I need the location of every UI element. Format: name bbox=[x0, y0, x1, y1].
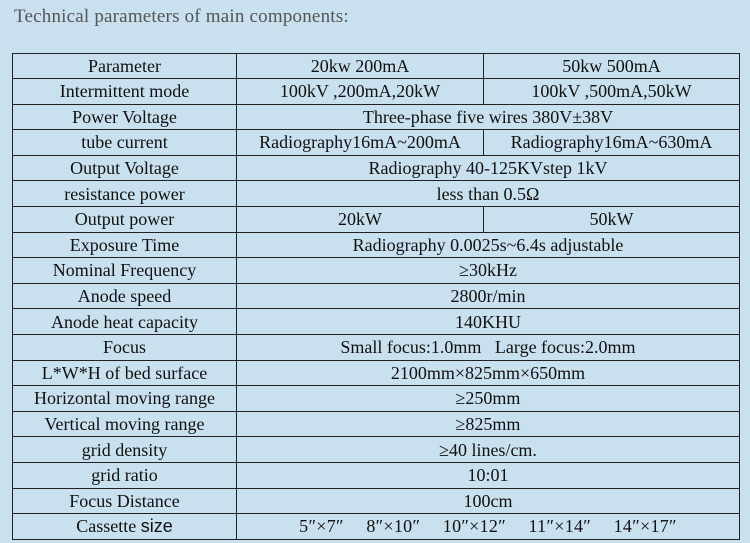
row-label: Focus Distance bbox=[13, 488, 237, 514]
table-row-parameter bbox=[13, 54, 740, 79]
row-value: Radiography 40-125KVstep 1kV bbox=[237, 155, 740, 181]
row-value: 10:01 bbox=[237, 462, 740, 488]
cassette-size-item: 5″×7″ bbox=[299, 516, 344, 537]
row-value: 140KHU bbox=[237, 309, 740, 335]
row-value: 100cm bbox=[237, 488, 740, 514]
cassette-label-part1: Cassette bbox=[76, 516, 141, 537]
row-value: Small focus:1.0mm Large focus:2.0mm bbox=[237, 334, 740, 360]
row-value-50kw: 100kV ,500mA,50kW bbox=[484, 79, 740, 105]
table-row-anode-speed bbox=[13, 283, 740, 309]
row-value: Radiography 0.0025s~6.4s adjustable bbox=[237, 232, 740, 258]
row-label: grid ratio bbox=[13, 462, 237, 488]
table-row-cassette-size bbox=[13, 514, 740, 540]
page-heading: Technical parameters of main components: bbox=[14, 6, 349, 27]
row-label: tube current bbox=[13, 130, 237, 156]
row-label bbox=[13, 514, 237, 540]
table-row-output-voltage bbox=[13, 155, 740, 181]
row-value-20kw: 20kW bbox=[237, 206, 484, 232]
cassette-size-item: 8″×10″ bbox=[366, 516, 421, 537]
row-value-50kw: Radiography16mA~630mA bbox=[484, 130, 740, 156]
table-row-focus bbox=[13, 334, 740, 360]
table-row-nominal-frequency bbox=[13, 258, 740, 284]
row-value: ≥40 lines/cm. bbox=[237, 437, 740, 463]
parameters-table bbox=[12, 53, 740, 540]
cassette-size-item: 14″×17″ bbox=[613, 516, 677, 537]
row-label: Output Voltage bbox=[13, 155, 237, 181]
row-value: less than 0.5Ω bbox=[237, 181, 740, 207]
row-label: Anode heat capacity bbox=[13, 309, 237, 335]
table-row-tube-current bbox=[13, 130, 740, 156]
row-label: Output power bbox=[13, 206, 237, 232]
row-label: Horizontal moving range bbox=[13, 386, 237, 412]
table-row-bed-surface bbox=[13, 360, 740, 386]
row-value: 2100mm×825mm×650mm bbox=[237, 360, 740, 386]
row-value: ≥30kHz bbox=[237, 258, 740, 284]
table-row-anode-heat-capacity bbox=[13, 309, 740, 335]
row-label: Nominal Frequency bbox=[13, 258, 237, 284]
table-row-horizontal-range bbox=[13, 386, 740, 412]
row-value-20kw: Radiography16mA~200mA bbox=[237, 130, 484, 156]
row-value-50kw: 50kw 500mA bbox=[484, 54, 740, 79]
table-row-output-power bbox=[13, 206, 740, 232]
row-value: ≥825mm bbox=[237, 411, 740, 437]
row-label: Anode speed bbox=[13, 283, 237, 309]
cassette-sizes bbox=[237, 514, 740, 540]
row-value: Three-phase five wires 380V±38V bbox=[237, 104, 740, 130]
row-label: Exposure Time bbox=[13, 232, 237, 258]
row-label: Intermittent mode bbox=[13, 79, 237, 105]
table-row-grid-ratio bbox=[13, 462, 740, 488]
table-row-grid-density bbox=[13, 437, 740, 463]
cassette-size-item: 11″×14″ bbox=[528, 516, 592, 537]
row-value: ≥250mm bbox=[237, 386, 740, 412]
row-label: Parameter bbox=[13, 54, 237, 79]
table-row-focus-distance bbox=[13, 488, 740, 514]
row-label: Vertical moving range bbox=[13, 411, 237, 437]
row-value-20kw: 20kw 200mA bbox=[237, 54, 484, 79]
cassette-label-part2: size bbox=[140, 516, 173, 537]
row-value-20kw: 100kV ,200mA,20kW bbox=[237, 79, 484, 105]
row-label: Focus bbox=[13, 334, 237, 360]
table-row-vertical-range bbox=[13, 411, 740, 437]
row-value: 2800r/min bbox=[237, 283, 740, 309]
row-label: L*W*H of bed surface bbox=[13, 360, 237, 386]
table-row-exposure-time bbox=[13, 232, 740, 258]
table-row-intermittent-mode bbox=[13, 79, 740, 105]
cassette-size-item: 10″×12″ bbox=[442, 516, 507, 537]
table-row-resistance-power bbox=[13, 181, 740, 207]
table-row-power-voltage bbox=[13, 104, 740, 130]
row-value-50kw: 50kW bbox=[484, 206, 740, 232]
row-label: resistance power bbox=[13, 181, 237, 207]
row-label: grid density bbox=[13, 437, 237, 463]
row-label: Power Voltage bbox=[13, 104, 237, 130]
